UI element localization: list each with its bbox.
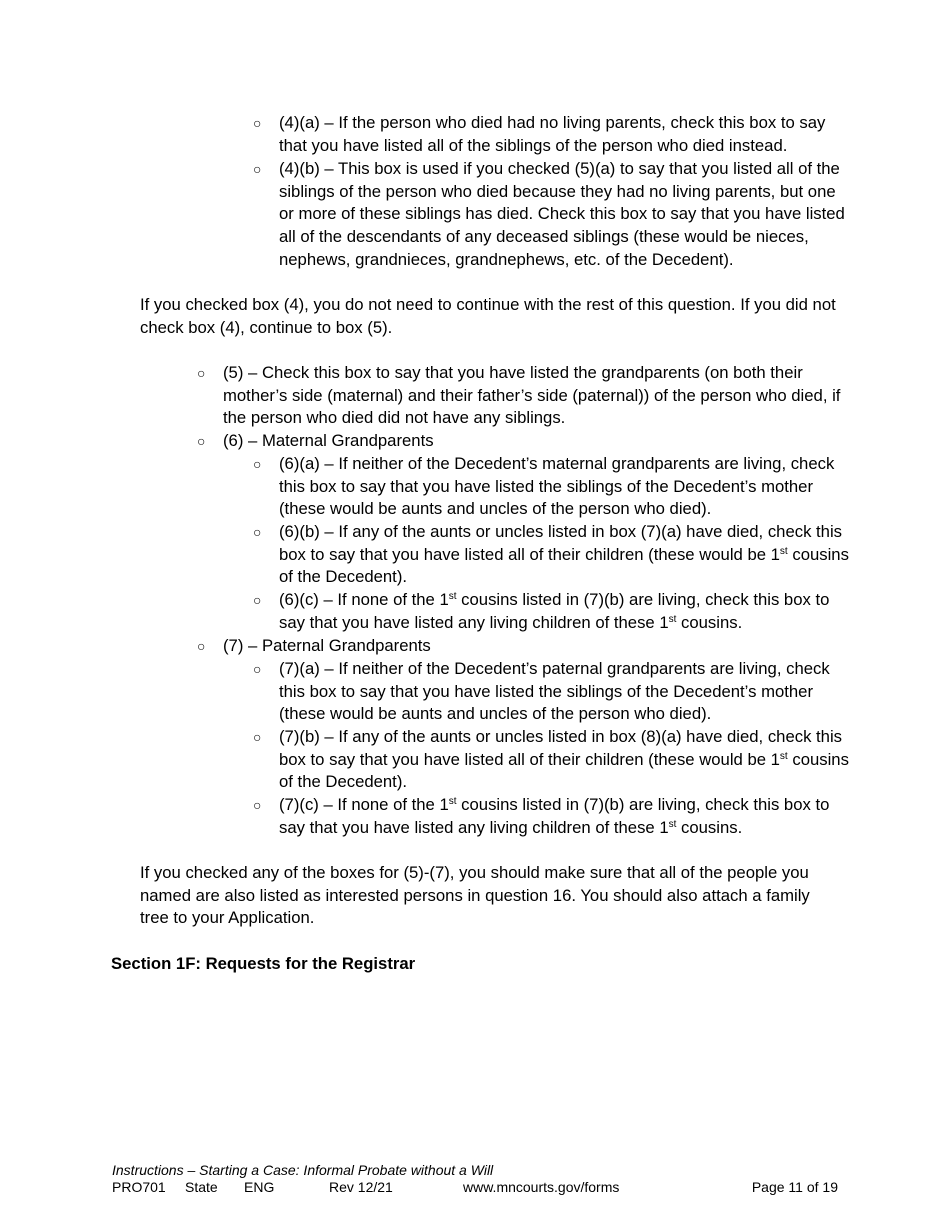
bullet-icon: ○ xyxy=(253,161,262,177)
footer-meta xyxy=(112,1179,842,1195)
list-item-text: (6)(b) – If any of the aunts or uncles listed in box (7)(a) have died, check this box to say that you have listed all of their children (these would be 1st cousins of the Decedent). xyxy=(279,522,849,587)
footer-title: Instructions – Starting a Case: Informal Probate without a Will xyxy=(112,1162,494,1178)
footer-language: ENG xyxy=(244,1179,275,1195)
list-item-6 xyxy=(195,430,845,453)
footer-page-number: Page 11 of 19 xyxy=(751,1179,838,1195)
bullet-icon: ○ xyxy=(253,729,262,745)
paragraph-box4-note: If you checked box (4), you do not need to continue with the rest of this question. If you did not check box (4), continue to box (5). xyxy=(140,295,836,337)
list-item-text: (7) – Paternal Grandparents xyxy=(223,636,431,655)
list-item-6a xyxy=(251,453,851,521)
list-item-text: (5) – Check this box to say that you have listed the grandparents (on both their mother’s side (maternal) and their father’s side (paternal)) of the person who died, if the person who died did not have any siblings. xyxy=(223,363,841,428)
bullet-icon: ○ xyxy=(253,115,262,131)
list-item-text: (4)(b) – This box is used if you checked (5)(a) to say that you listed all of the siblings of the person who died because they had no living parents, but one or more of these siblings has died. Check this box to say that you have listed all of the descendants of any deceased siblings (these would be nieces, nephews, grandnieces, grandnephews, etc. of the Decedent). xyxy=(279,159,845,269)
footer-url: www.mncourts.gov/forms xyxy=(463,1179,620,1195)
list-item-4a xyxy=(251,112,851,157)
list-item-text: (4)(a) – If the person who died had no living parents, check this box to say that you have listed all of the siblings of the person who died instead. xyxy=(279,113,826,155)
list-item-text: (6) – Maternal Grandparents xyxy=(223,431,434,450)
list-item-7 xyxy=(195,635,845,658)
list-item-text: (7)(c) – If none of the 1st cousins listed in (7)(b) are living, check this box to say that you have listed any living children of these 1st cousins. xyxy=(279,795,830,837)
list-item-7a xyxy=(251,658,851,726)
bullet-icon: ○ xyxy=(253,661,262,677)
bullet-icon: ○ xyxy=(197,365,206,381)
bullet-icon: ○ xyxy=(197,638,206,654)
list-item-text: (7)(a) – If neither of the Decedent’s paternal grandparents are living, check this box to say that you have listed the siblings of the Decedent’s mother (these would be aunts and uncles of the person who died). xyxy=(279,659,830,724)
paragraph-family-tree-note: If you checked any of the boxes for (5)-(7), you should make sure that all of the people you named are also listed as interested persons in question 16. You should also attach a family tree to your Application. xyxy=(140,863,810,928)
list-item-7c xyxy=(251,794,851,839)
list-item-6b xyxy=(251,521,851,589)
footer-state: State xyxy=(185,1179,218,1195)
section-heading: Section 1F: Requests for the Registrar xyxy=(111,954,416,973)
bullet-icon: ○ xyxy=(253,797,262,813)
list-item-text: (6)(a) – If neither of the Decedent’s maternal grandparents are living, check this box to say that you have listed the siblings of the Decedent’s mother (these would be aunts and uncles of the person who died). xyxy=(279,454,835,519)
list-item-6c xyxy=(251,589,851,634)
bullet-icon: ○ xyxy=(253,456,262,472)
bullet-icon: ○ xyxy=(253,592,262,608)
list-item-4b xyxy=(251,158,851,272)
list-item-text: (6)(c) – If none of the 1st cousins listed in (7)(b) are living, check this box to say that you have listed any living children of these 1st cousins. xyxy=(279,590,830,632)
list-item-5 xyxy=(195,362,845,430)
footer-revision: Rev 12/21 xyxy=(329,1179,393,1195)
bullet-icon: ○ xyxy=(197,433,206,449)
footer-form-code: PRO701 xyxy=(112,1179,166,1195)
bullet-icon: ○ xyxy=(253,524,262,540)
list-item-7b xyxy=(251,726,851,794)
list-item-text: (7)(b) – If any of the aunts or uncles listed in box (8)(a) have died, check this box to say that you have listed all of their children (these would be 1st cousins of the Decedent). xyxy=(279,727,849,792)
